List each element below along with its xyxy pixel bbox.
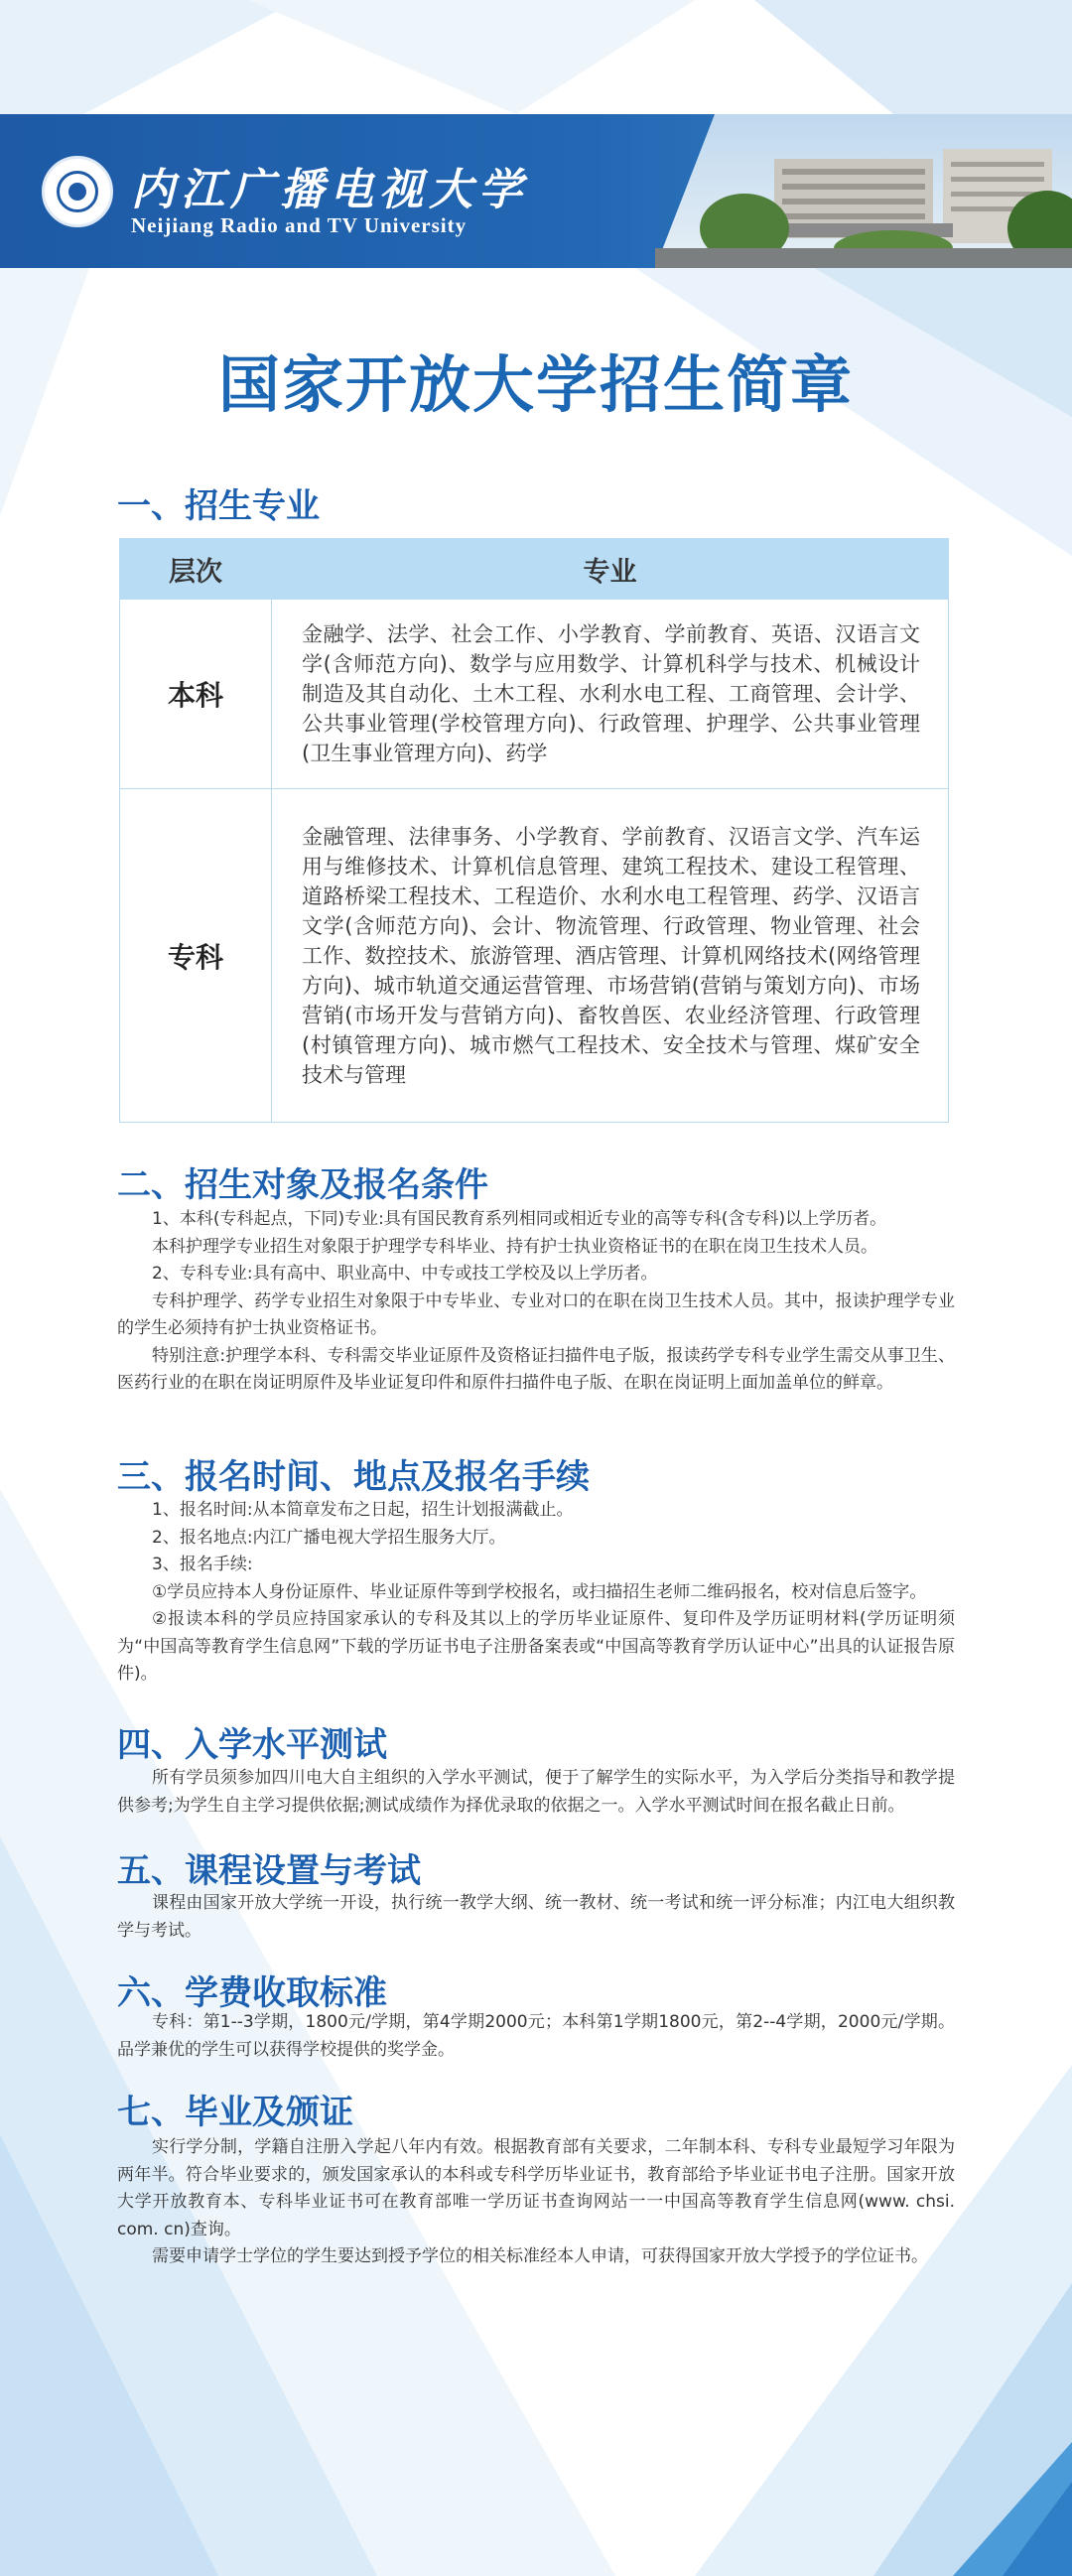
- section-title-eligibility: 二、招生对象及报名条件: [117, 1165, 488, 1205]
- level-cell: 专科: [120, 789, 272, 1123]
- school-name-en: Neijiang Radio and TV University: [131, 213, 468, 237]
- header-banner: [0, 114, 1072, 268]
- campus-photo: [655, 114, 1072, 268]
- majors-cell: 金融学、法学、社会工作、小学教育、学前教育、英语、汉语言文学(含师范方向)、数学与应用数学、计算机科学与技术、机械设计制造及其自动化、土木工程、水利水电工程、工商管理、会计学、公共事业管理(学校管理方向)、行政管理、护理学、公共事业管理(卫生事业管理方向)、药学: [272, 600, 949, 789]
- page-title: 国家开放大学招生简章: [217, 348, 854, 421]
- paragraph: 1、报名时间:从本简章发布之日起，招生计划报满截止。: [152, 1500, 574, 1520]
- paragraph: 所有学员须参加四川电大自主组织的入学水平测试，便于了解学生的实际水平，为入学后分类指导和教学提供参考;为学生自主学习提供依据;测试成绩作为择优录取的依据之一。入学水平测试时间在报名截止日前。: [117, 1768, 955, 1816]
- table-row: [120, 789, 949, 1123]
- paragraph: 专科护理学、药学专业招生对象限于中专毕业、专业对口的在职在岗卫生技术人员。其中，报读护理学专业的学生必须持有护士执业资格证书。: [117, 1290, 955, 1338]
- section-title-courses: 五、课程设置与考试: [117, 1851, 421, 1891]
- section-title-entrance-test: 四、入学水平测试: [117, 1725, 387, 1765]
- paragraph: 本科护理学专业招生对象限于护理学专科毕业、持有护士执业资格证书的在职在岗卫生技术人员。: [152, 1236, 877, 1257]
- section-title-tuition: 六、学费收取标准: [117, 1973, 387, 2013]
- paragraph: 3、报名手续:: [152, 1555, 253, 1574]
- paragraph: 2、专科专业:具有高中、职业高中、中专或技工学校及以上学历者。: [152, 1264, 658, 1284]
- table-header-major: 专业: [272, 539, 949, 600]
- majors-table: [119, 538, 949, 1123]
- registration-text: [117, 1497, 955, 1689]
- majors-cell: 金融管理、法律事务、小学教育、学前教育、汉语言文学、汽车运用与维修技术、计算机信息管理、建筑工程技术、建设工程管理、道路桥梁工程技术、工程造价、水利水电工程管理、药学、汉语言文学(含师范方向)、会计、物流管理、行政管理、物业管理、社会工作、数控技术、旅游管理、酒店管理、计算机网络技术(网络管理方向)、城市轨道交通运营管理、市场营销(营销与策划方向)、市场营销(市场开发与营销方向)、畜牧兽医、农业经济管理、行政管理(村镇管理方向)、城市燃气工程技术、安全技术与管理、煤矿安全技术与管理: [272, 789, 949, 1123]
- paragraph: 特别注意:护理学本科、专科需交毕业证原件及资格证扫描件电子版，报读药学专科专业学生需交从事卫生、医药行业的在职在岗证明原件及毕业证复印件和原件扫描件电子版、在职在岗证明上面加盖单位的鲜章。: [117, 1345, 955, 1393]
- level-cell: 本科: [120, 600, 272, 789]
- paragraph: 1、本科(专科起点，下同)专业:具有国民教育系列相同或相近专业的高等专科(含专科)以上学历者。: [152, 1209, 887, 1229]
- table-header-row: [120, 539, 949, 600]
- courses-text: [117, 1890, 955, 1945]
- tuition-text: [117, 2009, 955, 2064]
- paragraph: 实行学分制，学籍自注册入学起八年内有效。根据教育部有关要求，二年制本科、专科专业最短学习年限为两年半。符合毕业要求的，颁发国家承认的本科或专科学历毕业证书，教育部给予毕业证书电子注册。国家开放大学开放教育本、专科毕业证书可在教育部唯一学历证书查询网站一一中国高等教育学生信息网(www. chsi. com. cn)查询。: [117, 2137, 955, 2239]
- entrance-test-text: [117, 1765, 955, 1820]
- table-row: [120, 600, 949, 789]
- section-title-registration: 三、报名时间、地点及报名手续: [117, 1457, 590, 1497]
- table-header-level: 层次: [120, 539, 272, 600]
- section-title-majors: 一、招生专业: [117, 486, 320, 526]
- graduation-text: [117, 2134, 955, 2271]
- paragraph: 需要申请学士学位的学生要达到授予学位的相关标准经本人申请，可获得国家开放大学授予的学位证书。: [152, 2246, 928, 2266]
- paragraph: ②报读本科的学员应持国家承认的专科及其以上的学历毕业证原件、复印件及学历证明材料(学历证明须为“中国高等教育学生信息网”下载的学历证书电子注册备案表或“中国高等教育学历认证中心”出具的认证报告原件)。: [117, 1609, 955, 1684]
- school-name-cn: 内江广播电视大学: [131, 165, 528, 215]
- eligibility-text: [117, 1206, 955, 1398]
- school-logo: [42, 156, 113, 227]
- paragraph: 2、报名地点:内江广播电视大学招生服务大厅。: [152, 1527, 506, 1548]
- section-title-graduation: 七、毕业及颁证: [117, 2093, 353, 2132]
- paragraph: 专科：第1--3学期，1800元/学期，第4学期2000元；本科第1学期1800元，第2--4学期，2000元/学期。品学兼优的学生可以获得学校提供的奖学金。: [117, 2012, 955, 2060]
- paragraph: 课程由国家开放大学统一开设，执行统一教学大纲、统一教材、统一考试和统一评分标准；内江电大组织教学与考试。: [117, 1893, 955, 1941]
- paragraph: ①学员应持本人身份证原件、毕业证原件等到学校报名，或扫描招生老师二维码报名，校对信息后签字。: [152, 1581, 927, 1602]
